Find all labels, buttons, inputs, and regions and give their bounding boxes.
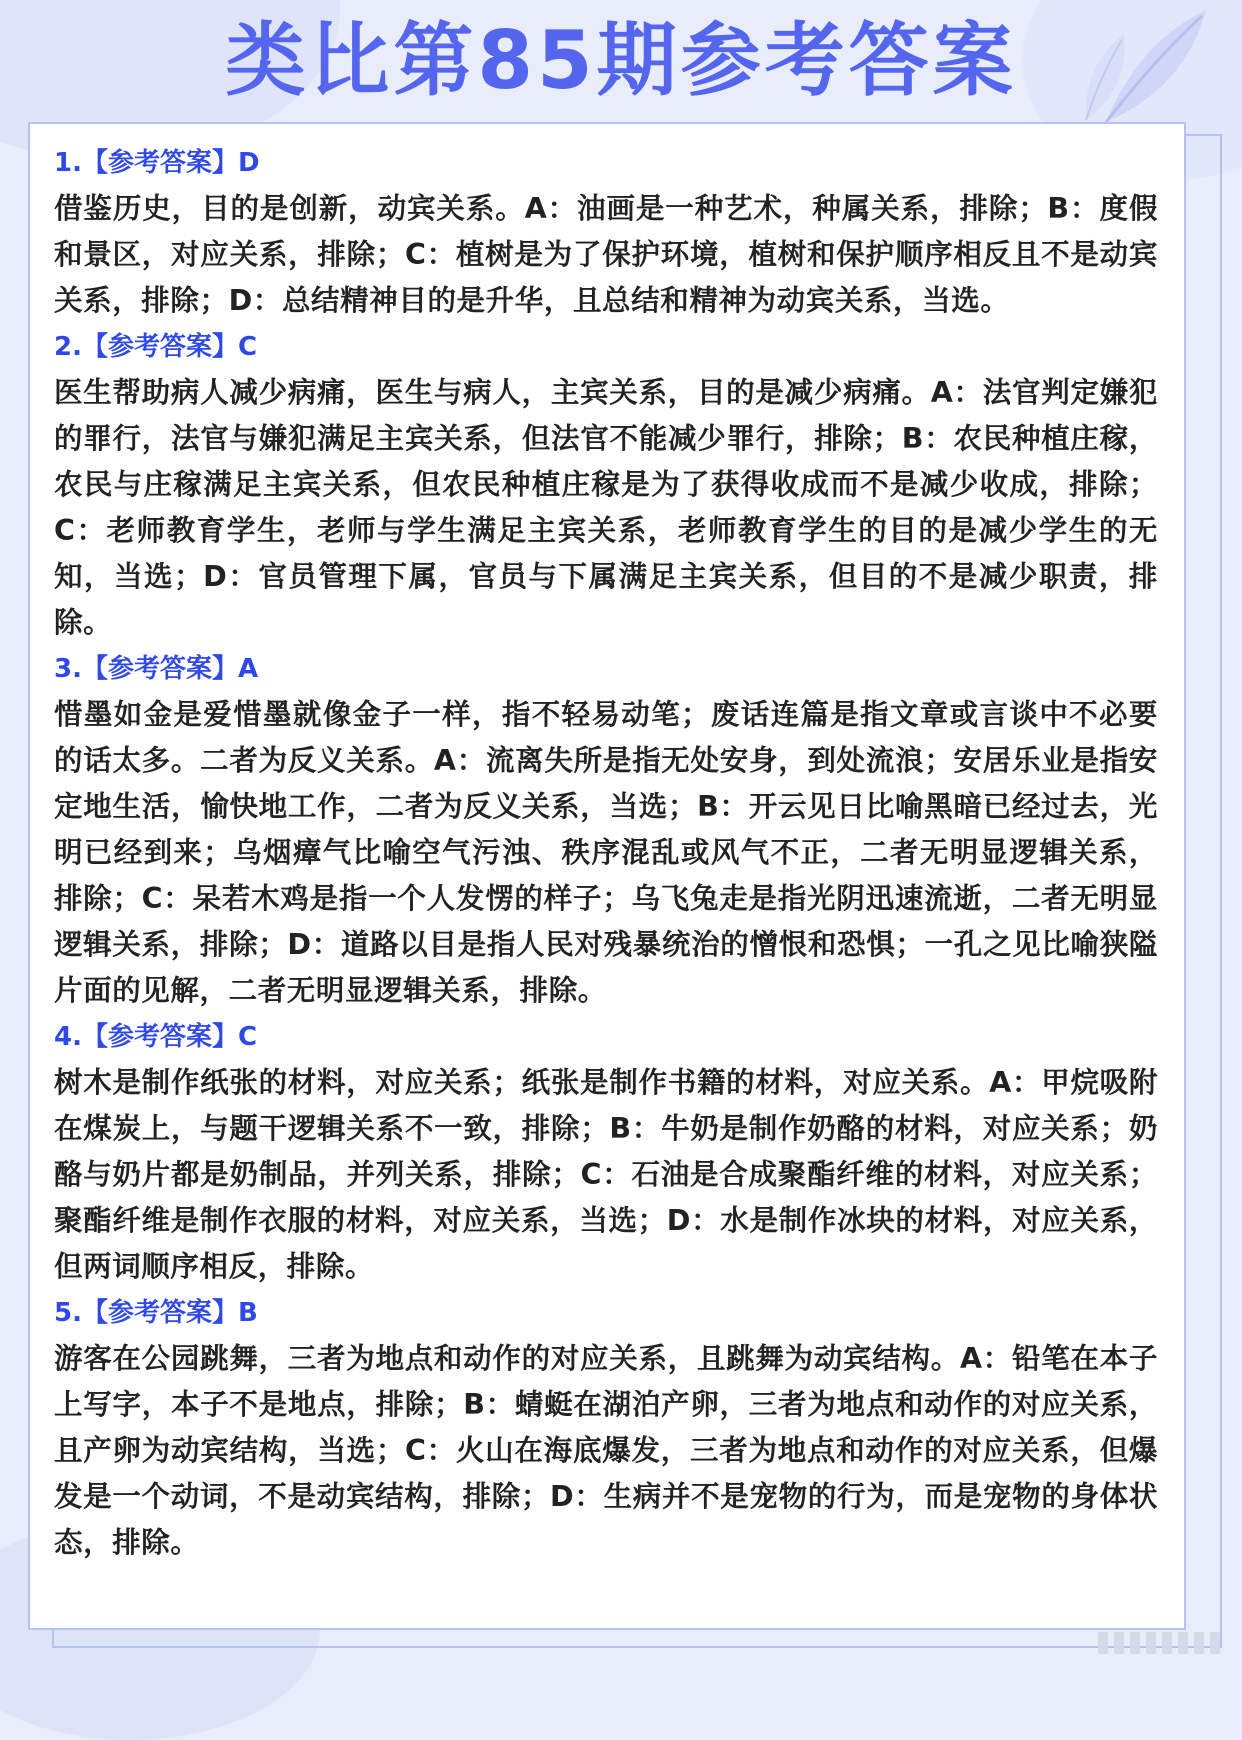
- watermark-bar: [1162, 1632, 1172, 1654]
- watermark-bar: [1178, 1632, 1188, 1654]
- answer-block-3: [54, 646, 1158, 1014]
- answer-block-1: [54, 140, 1158, 324]
- answer-heading: 2.【参考答案】C: [54, 332, 258, 362]
- answer-card: [28, 122, 1186, 1630]
- watermark-bar: [1146, 1632, 1156, 1654]
- answer-text: 游客在公园跳舞，三者为地点和动作的对应关系，且跳舞为动宾结构。A：铅笔在本子上写字，本子不是地点，排除；B：蜻蜓在湖泊产卵，三者为地点和动作的对应关系，且产卵为动宾结构，当选；C：火山在海底爆发，三者为地点和动作的对应关系，但爆发是一个动词，不是动宾结构，排除；D：生病并不是宠物的行为，而是宠物的身体状态，排除。: [54, 1342, 1158, 1559]
- watermark-bar: [1130, 1632, 1140, 1654]
- watermark-bar: [1114, 1632, 1124, 1654]
- answer-block-2: [54, 324, 1158, 646]
- watermark-bars: [1098, 1632, 1220, 1654]
- answer-text: 惜墨如金是爱惜墨就像金子一样，指不轻易动笔；废话连篇是指文章或言谈中不必要的话太多。二者为反义关系。A：流离失所是指无处安身，到处流浪；安居乐业是指安定地生活，愉快地工作，二者为反义关系，当选；B：开云见日比喻黑暗已经过去，光明已经到来；乌烟瘴气比喻空气污浊、秩序混乱或风气不正，二者无明显逻辑关系，排除；C：呆若木鸡是指一个人发愣的样子；乌飞兔走是指光阴迅速流逝，二者无明显逻辑关系，排除；D：道路以目是指人民对残暴统治的憎恨和恐惧；一孔之见比喻狭隘片面的见解，二者无明显逻辑关系，排除。: [54, 698, 1158, 1007]
- answer-heading: 1.【参考答案】D: [54, 148, 260, 178]
- watermark-bar: [1098, 1632, 1108, 1654]
- answer-heading: 3.【参考答案】A: [54, 654, 259, 684]
- answer-text: 医生帮助病人减少病痛，医生与病人，主宾关系，目的是减少病痛。A：法官判定嫌犯的罪行，法官与嫌犯满足主宾关系，但法官不能减少罪行，排除；B：农民种植庄稼，农民与庄稼满足主宾关系，但农民种植庄稼是为了获得收成而不是减少收成，排除；C：老师教育学生，老师与学生满足主宾关系，老师教育学生的目的是减少学生的无知，当选；D：官员管理下属，官员与下属满足主宾关系，但目的不是减少职责，排除。: [54, 376, 1158, 639]
- answer-block-4: [54, 1014, 1158, 1290]
- answer-block-5: [54, 1290, 1158, 1566]
- watermark-bar: [1194, 1632, 1204, 1654]
- page-title: 类比第85期参考答案: [225, 14, 1017, 107]
- answer-text: 树木是制作纸张的材料，对应关系；纸张是制作书籍的材料，对应关系。A：甲烷吸附在煤炭上，与题干逻辑关系不一致，排除；B：牛奶是制作奶酪的材料，对应关系；奶酪与奶片都是奶制品，并列关系，排除；C：石油是合成聚酯纤维的材料，对应关系；聚酯纤维是制作衣服的材料，对应关系，当选；D：水是制作冰块的材料，对应关系，但两词顺序相反，排除。: [54, 1066, 1158, 1283]
- answer-heading: 5.【参考答案】B: [54, 1298, 258, 1328]
- answer-heading: 4.【参考答案】C: [54, 1022, 258, 1052]
- answer-text: 借鉴历史，目的是创新，动宾关系。A：油画是一种艺术，种属关系，排除；B：度假和景区，对应关系，排除；C：植树是为了保护环境，植树和保护顺序相反且不是动宾关系，排除；D：总结精神目的是升华，且总结和精神为动宾关系，当选。: [54, 192, 1158, 317]
- watermark-bar: [1210, 1632, 1220, 1654]
